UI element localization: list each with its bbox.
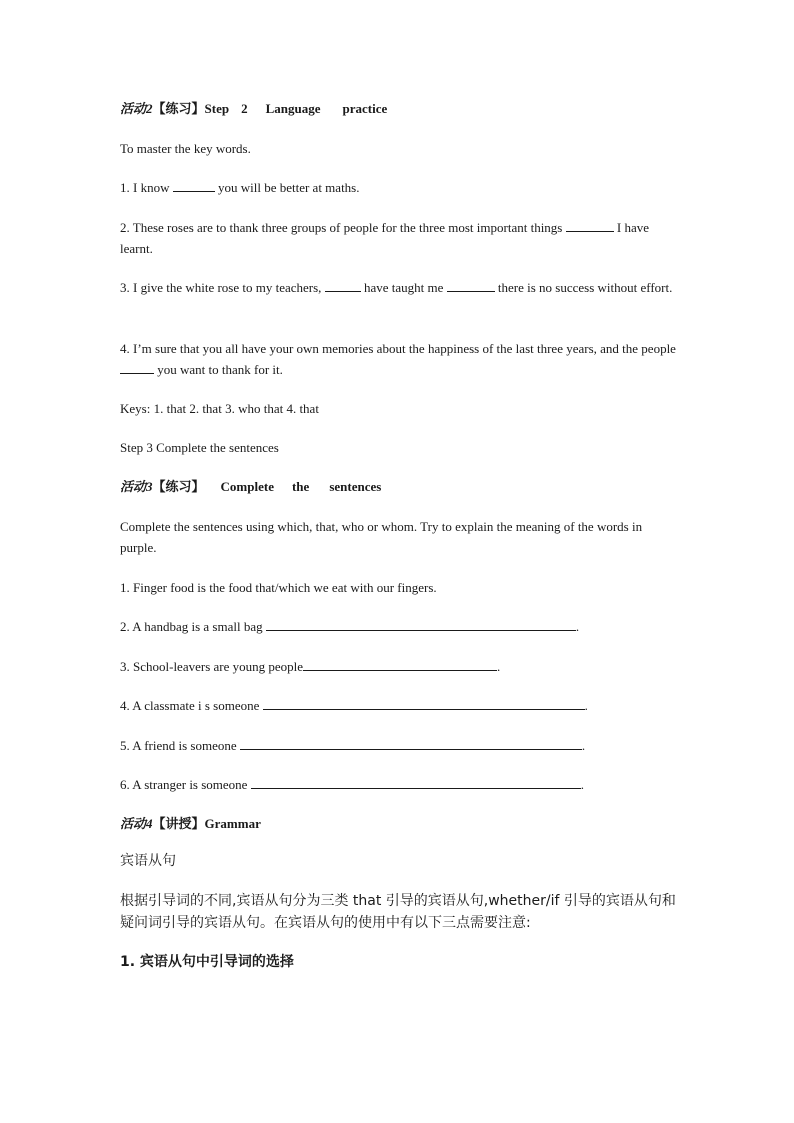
activity3-heading [120, 476, 381, 497]
sentence-item-6 [120, 774, 584, 795]
practice-item-4 [120, 338, 676, 380]
sentence-text: there is no success without effort. [494, 280, 673, 295]
sentence-text: 3. School-leavers are young people [120, 659, 304, 674]
sentence-text: have taught me [360, 280, 447, 295]
sentence-end: . [584, 698, 588, 713]
heading-word: sentences [329, 479, 382, 494]
sentence-end: . [580, 777, 584, 792]
sentence-text: 1. I know [120, 180, 173, 195]
activity4-heading [120, 813, 261, 834]
answer-blank [251, 775, 581, 789]
practice-item-3 [120, 277, 676, 298]
heading-word: Language [265, 101, 321, 116]
heading-word: practice [342, 101, 388, 116]
answer-blank [325, 278, 361, 292]
sentence-end: . [575, 619, 580, 634]
practice-item-2 [120, 217, 676, 259]
activity-tag: 【练习】 [152, 479, 205, 494]
answer-blank [566, 218, 614, 232]
step-number: 2 [241, 101, 248, 116]
answer-blank [263, 696, 585, 710]
sentence-item-4 [120, 695, 588, 716]
sentence-text: I have learnt. [120, 220, 649, 256]
activity-tag: 【讲授】 [152, 816, 205, 831]
intro-text: To master the key words. [120, 141, 251, 156]
answer-keys: Keys: 1. that 2. that 3. who that 4. that [120, 401, 319, 416]
step-label: Step [204, 101, 230, 116]
sentence-end: . [497, 659, 501, 674]
activity-tag: 【练习】 [152, 101, 205, 116]
sentence-text: 6. A stranger is someone [120, 777, 251, 792]
sentence-text: 4. A classmate i s someone [120, 698, 263, 713]
grammar-point-1: 1. 宾语从句中引导词的选择 [120, 954, 294, 970]
sentence-text: 5. A friend is someone [120, 738, 240, 753]
heading-word: Complete [220, 479, 274, 494]
activity-label: 活动4 [120, 816, 153, 831]
practice-item-1 [120, 177, 360, 198]
activity-label: 活动3 [120, 479, 153, 494]
sentence-text: 2. A handbag is a small bag [120, 619, 266, 634]
answer-blank [266, 617, 576, 631]
activity2-heading [120, 98, 387, 119]
heading-word: Grammar [204, 816, 261, 831]
heading-word: the [291, 479, 310, 494]
sentence-text: 2. These roses are to thank three groups of people for the three most important things [120, 220, 566, 235]
sentence-text: 3. I give the white rose to my teachers, [120, 280, 325, 295]
sentence-text: you will be better at maths. [214, 180, 360, 195]
answer-blank [303, 657, 497, 671]
sentence-item-5 [120, 735, 585, 756]
sentence-end: . [581, 738, 586, 753]
step3-text: Step 3 Complete the sentences [120, 440, 279, 455]
grammar-paragraph: 根据引导词的不同,宾语从句分为三类 that 引导的宾语从句,whether/if 引导的宾语从句和疑问词引导的宾语从句。在宾语从句的使用中有以下三点需要注意: [120, 893, 676, 931]
sentence-text: you want to thank for it. [154, 362, 283, 377]
sentence-item-3 [120, 656, 500, 677]
instructions-text: Complete the sentences using which, that, who or whom. Try to explain the meaning of the words in purple. [120, 519, 643, 555]
grammar-heading: 宾语从句 [120, 853, 176, 869]
sentence-item-1: 1. Finger food is the food that/which we eat with our fingers. [120, 580, 437, 595]
answer-blank [240, 736, 582, 750]
sentence-item-2 [120, 616, 579, 637]
sentence-text: 4. I’m sure that you all have your own memories about the happiness of the last three years, and the people [120, 341, 676, 356]
answer-blank [447, 278, 495, 292]
answer-blank [173, 178, 215, 192]
answer-blank [120, 360, 154, 374]
activity-label: 活动2 [120, 101, 153, 116]
